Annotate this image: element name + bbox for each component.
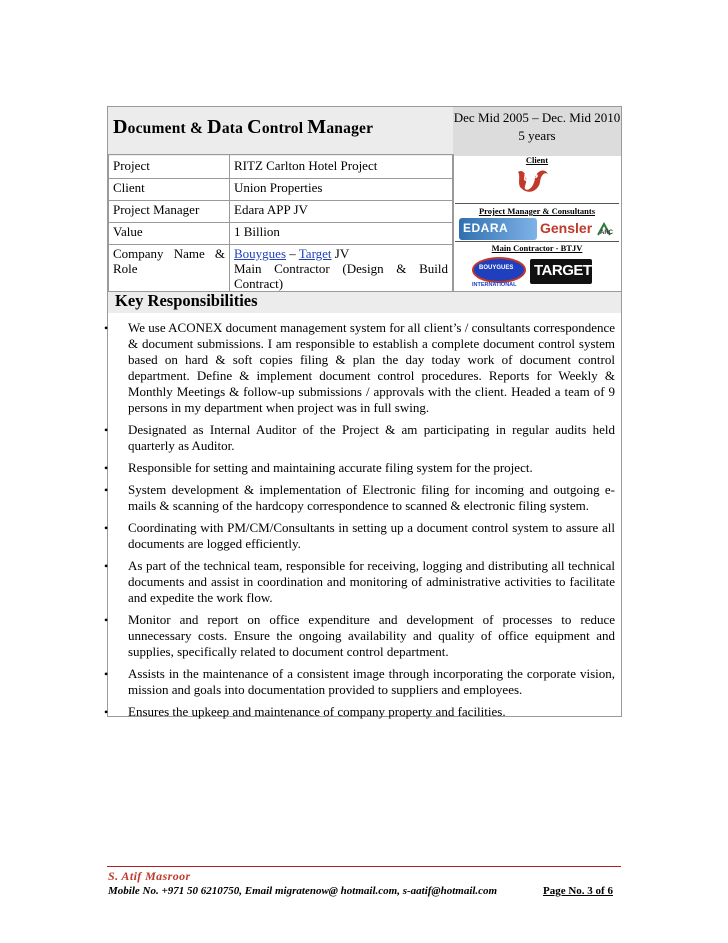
value-label: Value	[109, 223, 230, 245]
edara-logo: EDARA	[459, 218, 537, 240]
bouygues-logo: BOUYGUES INTERNATIONAL	[470, 256, 528, 290]
row-client	[109, 179, 453, 201]
list-item: • Ensures the upkeep and maintenance of company property and facilities.	[104, 704, 506, 719]
bullet-icon: •	[104, 705, 109, 719]
footer-author-name: S. Atif Masroor	[108, 869, 191, 883]
contractor-logo-label: Main Contractor - BTJV	[491, 243, 583, 253]
bullet-icon: •	[104, 559, 109, 573]
value-value: 1 Billion	[230, 223, 453, 245]
employment-period	[453, 110, 621, 144]
row-project	[109, 155, 453, 179]
list-item: • Responsible for setting and maintaining accurate filing system for the project.	[104, 460, 533, 475]
date-range: Dec Mid 2005 – Dec. Mid 2010	[453, 110, 621, 125]
duration: 5 years	[518, 128, 556, 143]
bullet-icon: •	[104, 521, 109, 535]
footer-divider	[107, 866, 621, 867]
company-label: Company Name & Role	[109, 245, 230, 297]
bullet-icon: •	[104, 613, 109, 627]
list-item: • We use ACONEX document management system for all client’s / consultants correspondence & document submissions. I am responsible to establish a complete document control system based on hard & soft copies filing & plan the day today work of document control department. Define & implement document control procedures. Reports for Weekly & Monthly Meetings & follow-up submissions / approvals with the client. Headed a team of 9 persons in my department when project was in full swing.	[104, 320, 615, 415]
gensler-logo: Gensler	[540, 220, 593, 236]
target-logo: TARGET	[530, 259, 592, 284]
responsibilities-list	[104, 320, 615, 726]
pm-value: Edara APP JV	[230, 201, 453, 223]
pm-logo-label: Project Manager & Consultants	[478, 206, 596, 216]
bullet-icon: •	[104, 423, 109, 437]
project-info-table	[108, 154, 453, 297]
list-item: • As part of the technical team, responsible for receiving, logging and distributing all technical documents and assist in coordination and monitoring of administrative activities to facilitate and expedite the work flow.	[104, 558, 615, 605]
project-label: Project	[109, 155, 230, 179]
pm-label: Project Manager	[109, 201, 230, 223]
footer-contact-info: Mobile No. +971 50 6210750, Email migratenow@ hotmail.com, s-aatif@hotmail.com	[108, 885, 498, 897]
list-item: • Assists in the maintenance of a consistent image through incorporating the corporate vision, mission and goals into documentation provided to suppliers and employees.	[104, 666, 615, 697]
client-value: Union Properties	[230, 179, 453, 201]
list-item: • Designated as Internal Auditor of the Project & am participating in regular audits held quarterly as Auditor.	[104, 422, 615, 453]
row-value	[109, 223, 453, 245]
bullet-icon: •	[104, 667, 109, 681]
target-link[interactable]: Target	[298, 246, 332, 261]
bullet-icon: •	[104, 461, 109, 475]
responsibilities-title: Key Responsibilities	[115, 291, 258, 310]
arc-logo: ARC	[596, 221, 618, 239]
bullet-icon: •	[104, 483, 109, 497]
client-logo-label: Client	[525, 155, 549, 165]
pm-label-rule	[455, 203, 619, 204]
client-label: Client	[109, 179, 230, 201]
list-item: • Coordinating with PM/CM/Consultants in setting up a document control system to assure all documents are logged efficiently.	[104, 520, 615, 551]
job-title: Document & Data Control Manager	[113, 116, 374, 138]
row-pm	[109, 201, 453, 223]
list-item: • Monitor and report on office expenditure and development of processes to reduce unnecessary costs. Ensure the ongoing availability and quality of office equipment and supplies, specifically related to document control department.	[104, 612, 615, 659]
company-role: Main Contractor (Design & Build Contract)	[234, 261, 448, 291]
footer-page-number: Page No. 3 of 6	[543, 885, 613, 897]
bullet-icon: •	[104, 321, 109, 335]
project-value: RITZ Carlton Hotel Project	[230, 155, 453, 179]
contractor-label-rule	[455, 241, 619, 242]
company-value: Bouygues – Target JV Main Contractor (Design & Build Contract)	[230, 245, 453, 297]
row-company	[109, 245, 453, 297]
client-logo: UP	[515, 166, 551, 196]
list-item: • System development & implementation of Electronic filing for incoming and outgoing e-mails & scanning of the hardcopy correspondence to scanned & electronic filing system.	[104, 482, 615, 513]
bouygues-link[interactable]: Bouygues	[234, 246, 286, 261]
